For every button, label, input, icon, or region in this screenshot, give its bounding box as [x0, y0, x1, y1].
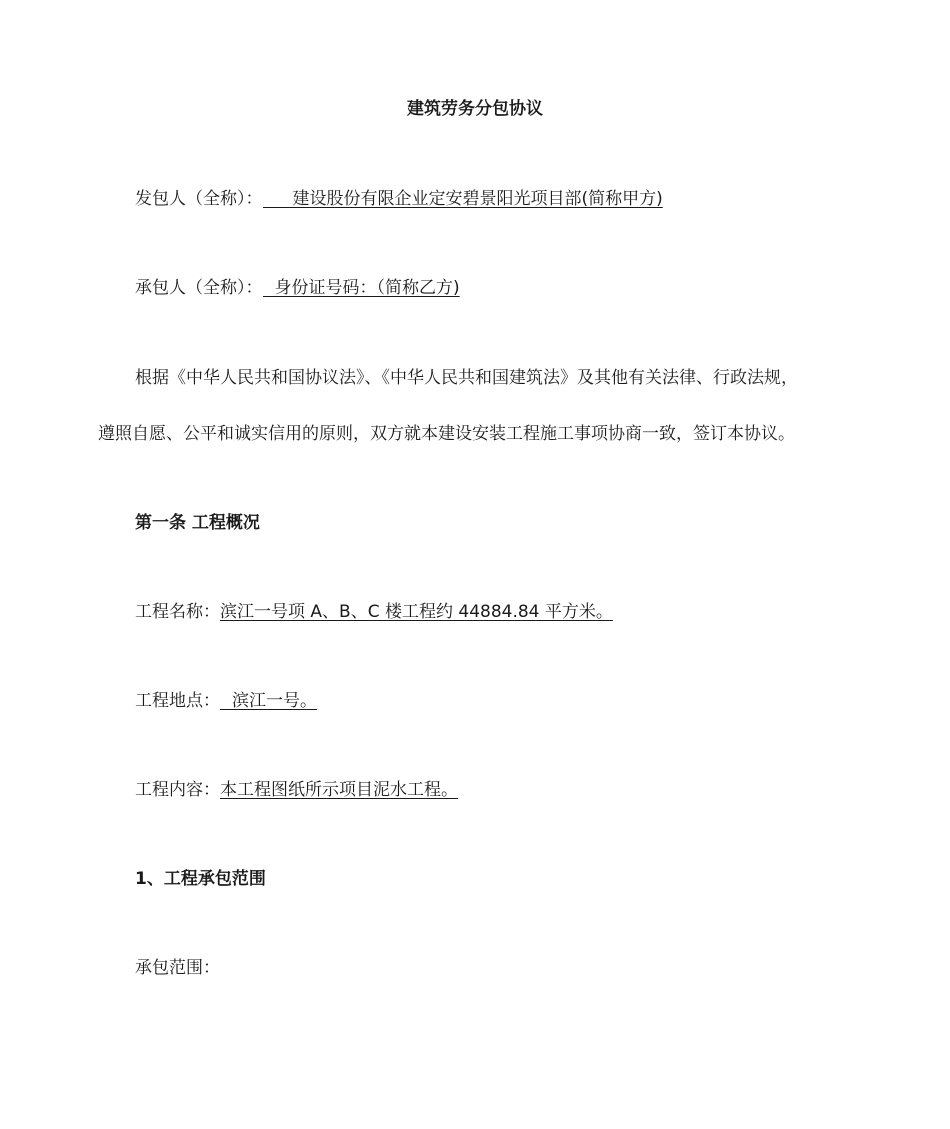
contractor-line — [135, 277, 460, 299]
employer-blank — [263, 189, 293, 208]
preamble-line-2: 遵照自愿、公平和诚实信用的原则，双方就本建设安装工程施工事项协商一致，签订本协议。 — [98, 424, 795, 444]
project-content-label: 工程内容： — [135, 780, 220, 800]
project-location-value: 滨江一号。 — [232, 691, 317, 711]
employer-value: 建设股份有限企业定安碧景阳光项目部(简称甲方) — [292, 189, 663, 209]
employer-label: 发包人（全称）： — [135, 189, 263, 209]
preamble-line-1: 根据《中华人民共和国协议法》、《中华人民共和国建筑法》及其他有关法律、行政法规， — [135, 368, 798, 388]
scope-label: 承包范围： — [135, 958, 220, 978]
section-1-heading: 1、工程承包范围 — [135, 869, 266, 889]
document-title: 建筑劳务分包协议 — [407, 99, 543, 119]
project-content-line — [135, 779, 458, 801]
project-name-line — [135, 601, 613, 623]
scope-line — [135, 957, 220, 979]
employer-line — [135, 188, 663, 210]
project-location-blank — [220, 691, 232, 710]
project-location-line — [135, 690, 317, 712]
contractor-value: 身份证号码：（简称乙方) — [274, 278, 460, 298]
article-1-heading: 第一条 工程概况 — [135, 513, 260, 533]
contractor-label: 承包人（全称）： — [135, 278, 263, 298]
project-location-label: 工程地点： — [135, 691, 220, 711]
project-name-label: 工程名称： — [135, 602, 220, 622]
contractor-blank — [263, 278, 275, 297]
project-name-value: 滨江一号项 A、B、C 楼工程约 44884.84 平方米。 — [220, 602, 613, 622]
project-content-value: 本工程图纸所示项目泥水工程。 — [220, 780, 458, 800]
